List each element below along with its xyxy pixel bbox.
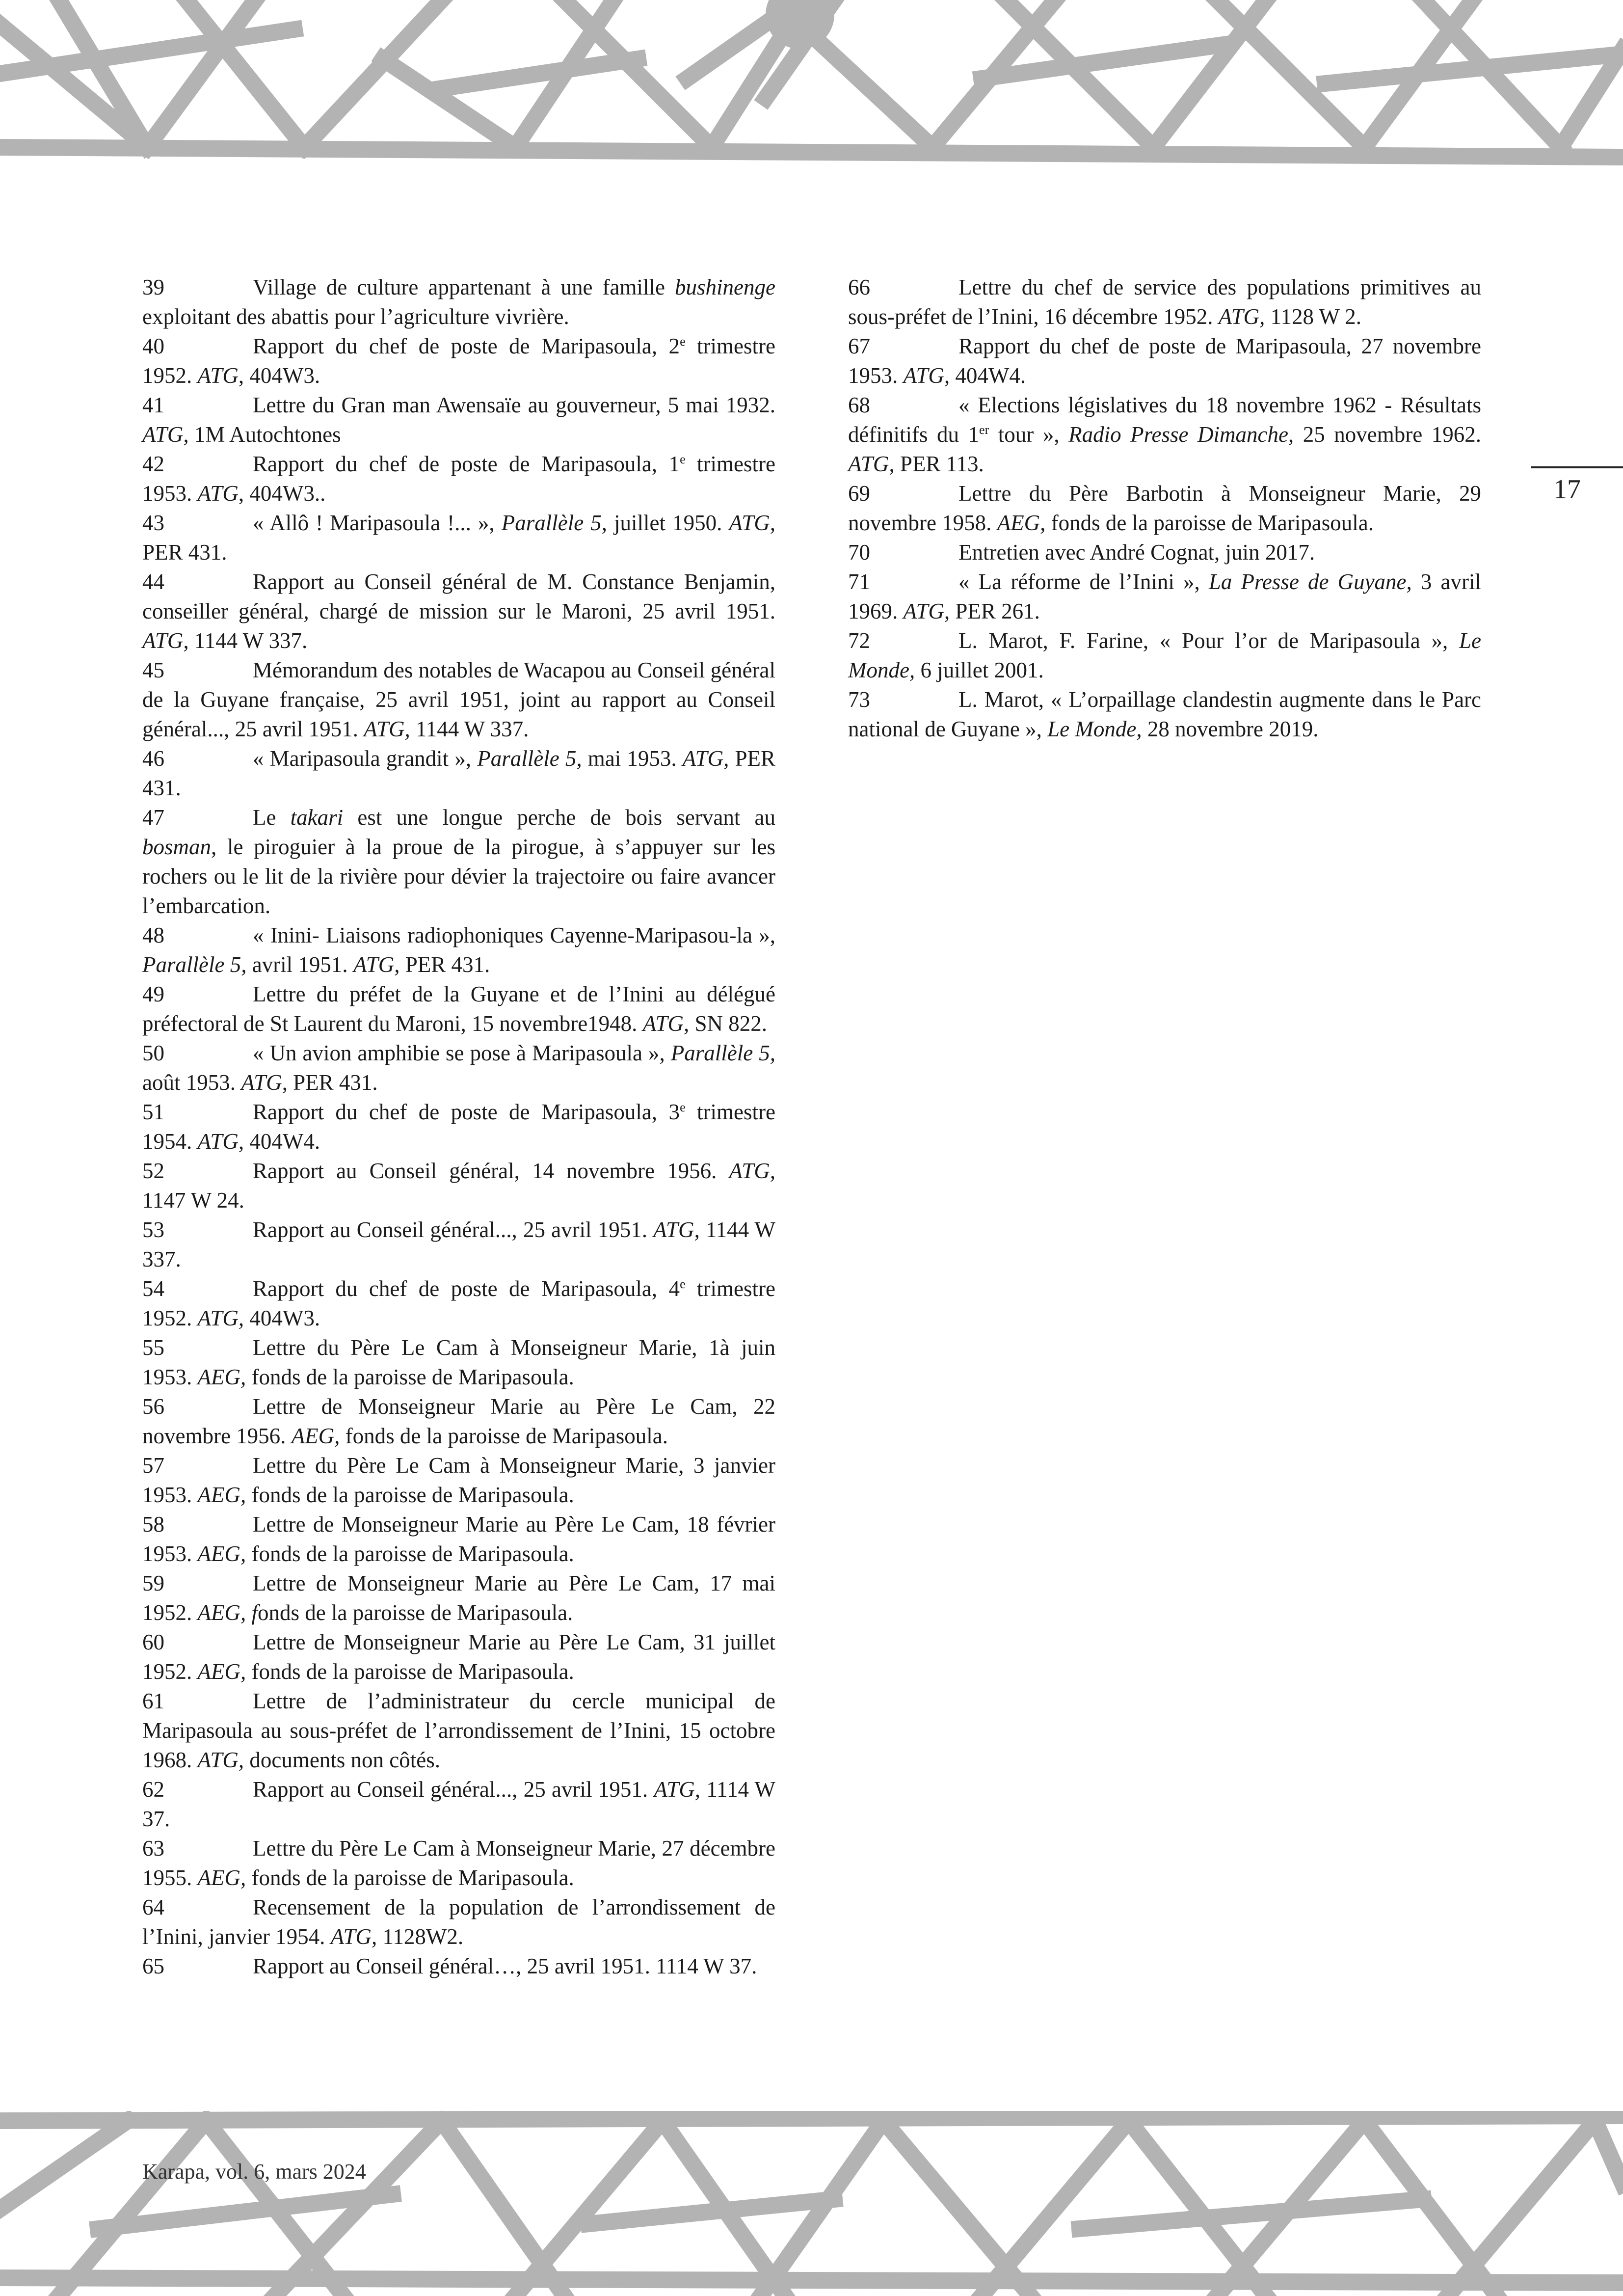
footnote-text: Rapport du chef de poste de Maripasoula, 27 novembre 1953. (848, 334, 1481, 388)
footnote-number: 49 (142, 982, 164, 1006)
footnote-text: Rapport du chef de poste de Maripasoula, 2 (253, 334, 680, 358)
footnote-41 (142, 390, 775, 449)
footnote-number: 41 (142, 393, 164, 417)
footnote-69 (848, 479, 1481, 538)
footnote-67 (848, 331, 1481, 390)
footnote-text: 6 juillet 2001. (915, 658, 1044, 682)
footnote-text: « Maripasoula grandit », (253, 746, 478, 771)
footnote-text: « Inini- Liaisons radiophoniques Cayenne-Maripasou-la », (253, 923, 775, 947)
superscript: e (680, 1277, 686, 1291)
footnote-text: onds de la paroisse de Maripasoula. (257, 1600, 573, 1625)
italic-text: AEG, (197, 1483, 246, 1507)
footnote-number: 63 (142, 1836, 164, 1861)
footnote-text: trimestre 1952. (142, 334, 775, 388)
italic-text: Le Monde, (848, 628, 1481, 682)
footnote-71 (848, 567, 1481, 626)
footnote-59 (142, 1568, 775, 1627)
footnote-44 (142, 567, 775, 655)
footnote-text: Mémorandum des notables de Wacapou au Conseil général de la Guyane française, 25 avril 1951, joint au rapport au Conseil général..., 25 avril 1951. (142, 658, 775, 741)
italic-text: ATG, (364, 717, 410, 741)
italic-text: ATG, (197, 1306, 244, 1330)
footnote-text: fonds de la paroisse de Maripasoula. (246, 1541, 574, 1566)
footnote-39 (142, 272, 775, 331)
superscript: e (680, 1100, 686, 1114)
footnote-number: 42 (142, 452, 164, 476)
footnote-number: 72 (848, 628, 870, 653)
footnote-text: 1114 W 37. (142, 1777, 776, 1831)
footnote-text: PER 113. (894, 452, 984, 476)
italic-text: ATG, (241, 1070, 288, 1095)
footnote-54 (142, 1274, 775, 1333)
italic-text: AEG, (997, 511, 1046, 535)
footnote-text: Lettre du Père Le Cam à Monseigneur Marie, 1à juin 1953. (142, 1335, 775, 1389)
footnote-66 (848, 272, 1481, 331)
footnote-number: 67 (848, 334, 870, 358)
footnote-number: 44 (142, 569, 164, 594)
footnote-text: Recensement de la population de l’arrondissement de l’Inini, janvier 1954. (142, 1895, 775, 1949)
footnote-text: , le piroguier à la proue de la pirogue, à s’appuyer sur les rochers ou le lit de la rivière pour dévier la trajectoire ou faire avancer l’embarcation. (142, 835, 775, 918)
footnote-42 (142, 449, 775, 508)
italic-text: ATG, (903, 363, 950, 388)
footnote-number: 57 (142, 1453, 164, 1478)
italic-text: Radio Presse Dimanche, (1068, 422, 1294, 447)
footnote-text: Rapport au Conseil général…, 25 avril 1951. 1114 W 37. (253, 1954, 757, 1978)
italic-text: AEG, (197, 1865, 246, 1890)
footnote-text: 1128W2. (377, 1924, 464, 1949)
footnote-text: trimestre 1952. (142, 1276, 775, 1330)
footnote-text: 1144 W 337. (410, 717, 529, 741)
footnote-text: 25 novembre 1962. (1294, 422, 1481, 447)
footnotes-column-left (142, 272, 775, 1981)
italic-text: Parallèle 5, (501, 511, 607, 535)
italic-text: AEG, (197, 1365, 246, 1389)
footnote-text: trimestre 1953. (142, 452, 775, 506)
italic-text: ATG, (197, 1129, 244, 1154)
italic-text: bushinenge (675, 275, 775, 299)
footnote-number: 48 (142, 923, 164, 947)
superscript: e (680, 452, 686, 466)
footnote-text: fonds de la paroisse de Maripasoula. (246, 1865, 574, 1890)
footnote-62 (142, 1775, 775, 1834)
woven-pattern-bottom (0, 2111, 1623, 2296)
italic-text: ATG, (642, 1011, 690, 1036)
footnote-number: 73 (848, 687, 870, 712)
italic-text: ATG, (682, 746, 729, 771)
footnote-55 (142, 1333, 775, 1392)
footnote-text: PER 431. (142, 746, 775, 800)
footnote-text: Lettre du Père Le Cam à Monseigneur Marie, 3 janvier 1953. (142, 1453, 775, 1507)
footnotes-column-right (848, 272, 1481, 744)
footnote-text: juillet 1950. (607, 511, 729, 535)
footnote-text: 1M Autochtones (188, 422, 341, 447)
italic-text: AEG, (197, 1659, 246, 1684)
italic-text: Parallèle 5, (142, 952, 247, 977)
footnote-text: « Elections législatives du 18 novembre 1962 - Résultats définitifs du 1 (848, 393, 1481, 447)
footnote-number: 62 (142, 1777, 164, 1802)
footnote-63 (142, 1834, 775, 1892)
footnote-text: PER 431. (399, 952, 490, 977)
page-number: 17 (1553, 474, 1581, 505)
footnote-text: Lettre de Monseigneur Marie au Père Le Cam, 17 mai 1952. (142, 1571, 775, 1625)
footnote-52 (142, 1156, 775, 1215)
footnote-text: « La réforme de l’Inini », (958, 569, 1209, 594)
footnote-60 (142, 1627, 775, 1686)
footnote-number: 71 (848, 569, 870, 594)
footnote-number: 47 (142, 805, 164, 830)
footnote-text: 28 novembre 2019. (1142, 717, 1319, 741)
italic-text: ATG, (653, 1217, 700, 1242)
footnote-text: fonds de la paroisse de Maripasoula. (340, 1424, 668, 1448)
footnote-text: exploitant des abattis pour l’agriculture vivrière. (142, 304, 569, 329)
footnote-text: tour », (989, 422, 1069, 447)
footnote-65 (142, 1951, 775, 1981)
italic-text: ATG, (1218, 304, 1265, 329)
top-ornament-band (0, 0, 1623, 177)
footnote-number: 50 (142, 1041, 164, 1065)
footnote-number: 60 (142, 1630, 164, 1654)
footnote-text: 404W4. (244, 1129, 320, 1154)
footnote-61 (142, 1686, 775, 1775)
footnote-number: 43 (142, 511, 164, 535)
footnote-number: 39 (142, 275, 164, 299)
footnote-number: 58 (142, 1512, 164, 1537)
footnote-text: 404W4. (950, 363, 1026, 388)
footnote-text: PER 431. (142, 540, 227, 565)
italic-text: ATG, (903, 599, 950, 623)
italic-text: ATG (197, 363, 239, 388)
footnote-48 (142, 920, 775, 979)
footnote-47 (142, 803, 775, 920)
footnote-text: Rapport au Conseil général, 14 novembre 1956. (253, 1159, 729, 1183)
footnote-70 (848, 538, 1481, 567)
footnote-text: Le (253, 805, 291, 830)
footnote-number: 46 (142, 746, 164, 771)
footnote-number: 51 (142, 1100, 164, 1124)
footnote-46 (142, 744, 775, 803)
footnote-68 (848, 390, 1481, 479)
footnote-text: est une longue perche de bois servant au (343, 805, 776, 830)
footnote-text: documents non côtés. (244, 1748, 441, 1772)
footnote-number: 40 (142, 334, 164, 358)
footnote-text: Rapport du chef de poste de Maripasoula, 4 (253, 1276, 680, 1301)
footnote-number: 56 (142, 1394, 164, 1419)
footnote-text: Lettre du Gran man Awensaïe au gouverneur, 5 mai 1932. (253, 393, 775, 417)
footnote-text: 404W3. (244, 1306, 320, 1330)
footnote-number: 64 (142, 1895, 164, 1919)
footnote-64 (142, 1892, 775, 1951)
footnote-text: mai 1953. (582, 746, 683, 771)
footnote-text: 1147 W 24. (142, 1188, 244, 1213)
footnote-56 (142, 1392, 775, 1451)
footnote-text: « Un avion amphibie se pose à Maripasoula », (253, 1041, 671, 1065)
footnote-text: L. Marot, « L’orpaillage clandestin augmente dans le Parc national de Guyane », (848, 687, 1481, 741)
footnote-58 (142, 1510, 775, 1568)
footnote-73 (848, 685, 1481, 744)
footnote-text: 1144 W 337. (142, 1217, 775, 1271)
footnote-text: Lettre du Père Barbotin à Monseigneur Marie, 29 novembre 1958. (848, 481, 1481, 535)
italic-text: ATG, (729, 1159, 775, 1183)
footnote-72 (848, 626, 1481, 685)
footnote-50 (142, 1038, 775, 1097)
footnote-text: , 404W3. (238, 363, 320, 388)
footnote-number: 54 (142, 1276, 164, 1301)
footnote-number: 52 (142, 1159, 164, 1183)
footnote-text: Lettre de l’administrateur du cercle municipal de Maripasoula au sous-préfet de l’arrondissement de l’Inini, 15 octobre 1968. (142, 1689, 775, 1772)
footnote-text: avril 1951. (246, 952, 353, 977)
page-number-rule (1531, 466, 1623, 468)
footnote-text: PER 261. (950, 599, 1040, 623)
footnote-51 (142, 1097, 775, 1156)
footnote-number: 61 (142, 1689, 164, 1713)
footnote-text: PER 431. (287, 1070, 378, 1095)
footnote-text: Lettre du Père Le Cam à Monseigneur Marie, 27 décembre 1955. (142, 1836, 775, 1890)
footnote-text: Village de culture appartenant à une famille (253, 275, 675, 299)
superscript: er (979, 423, 989, 437)
woven-pattern-top (0, 0, 1623, 177)
footnote-number: 55 (142, 1335, 164, 1360)
italic-text: ATG, (848, 452, 895, 476)
footnote-40 (142, 331, 775, 390)
footnote-text: , 404W3.. (238, 481, 326, 506)
italic-text: takari (290, 805, 344, 830)
footnote-number: 53 (142, 1217, 164, 1242)
footnote-43 (142, 508, 775, 567)
footnote-text: Rapport du chef de poste de Maripasoula, 1 (253, 452, 680, 476)
italic-text: AEG, (291, 1424, 340, 1448)
italic-text: AEG, f (197, 1600, 258, 1625)
footnote-text: 3 avril 1969. (848, 569, 1482, 623)
italic-text: bosman (142, 835, 212, 859)
footnote-49 (142, 979, 775, 1038)
footnote-text: Lettre de Monseigneur Marie au Père Le Cam, 31 juillet 1952. (142, 1630, 775, 1684)
footnote-text: Lettre du préfet de la Guyane et de l’Inini au délégué préfectoral de St Laurent du Maroni, 15 novembre1948. (142, 982, 775, 1036)
footnote-text: fonds de la paroisse de Maripasoula. (246, 1483, 574, 1507)
italic-text: Le Monde, (1047, 717, 1142, 741)
italic-text: ATG, (330, 1924, 377, 1949)
footnote-text: L. Marot, F. Farine, « Pour l’or de Maripasoula », (958, 628, 1459, 653)
italic-text: Parallèle 5, (477, 746, 582, 771)
footnote-text: SN 822. (689, 1011, 768, 1036)
superscript: e (680, 334, 686, 349)
italic-text: ATG, (654, 1777, 701, 1802)
footnote-53 (142, 1215, 775, 1274)
footnote-text: août 1953. (142, 1070, 241, 1095)
footnote-number: 59 (142, 1571, 164, 1595)
italic-text: La Presse de Guyane, (1208, 569, 1412, 594)
italic-text: ATG, (142, 422, 189, 447)
italic-text: ATG, (142, 628, 189, 653)
footnote-text: Lettre de Monseigneur Marie au Père Le Cam, 18 février 1953. (142, 1512, 775, 1566)
italic-text: AEG, (197, 1541, 246, 1566)
italic-text: ATG, (197, 1748, 244, 1772)
footnote-number: 65 (142, 1954, 164, 1978)
footnote-57 (142, 1451, 775, 1510)
italic-text: ATG (197, 481, 239, 506)
footnote-text: Lettre de Monseigneur Marie au Père Le Cam, 22 novembre 1956. (142, 1394, 775, 1448)
italic-text: ATG, (729, 511, 775, 535)
footnote-number: 69 (848, 481, 870, 506)
footnote-45 (142, 655, 775, 744)
footnote-text: Lettre du chef de service des populations primitives au sous-préfet de l’Inini, 16 décembre 1952. (848, 275, 1481, 329)
footnote-text: fonds de la paroisse de Maripasoula. (1045, 511, 1374, 535)
footnote-text: fonds de la paroisse de Maripasoula. (246, 1365, 574, 1389)
footnote-text: fonds de la paroisse de Maripasoula. (246, 1659, 574, 1684)
footnote-text: « Allô ! Maripasoula !... », (253, 511, 502, 535)
footnote-number: 68 (848, 393, 870, 417)
footnote-text: Rapport au Conseil général de M. Constance Benjamin, conseiller général, chargé de mission sur le Maroni, 25 avril 1951. (142, 569, 775, 623)
footnote-text: Rapport au Conseil général..., 25 avril 1951. (253, 1217, 654, 1242)
footnote-text: 1128 W 2. (1265, 304, 1362, 329)
footnote-text: Entretien avec André Cognat, juin 2017. (958, 540, 1315, 565)
footnote-number: 45 (142, 658, 164, 682)
journal-footer: Karapa, vol. 6, mars 2024 (142, 2160, 366, 2184)
footnote-text: Rapport au Conseil général..., 25 avril 1951. (253, 1777, 654, 1802)
footnote-text: Rapport du chef de poste de Maripasoula, 3 (253, 1100, 680, 1124)
footnote-text: trimestre 1954. (142, 1100, 775, 1154)
bottom-ornament-band (0, 2111, 1623, 2296)
footnote-number: 66 (848, 275, 870, 299)
italic-text: ATG, (353, 952, 400, 977)
footnote-text: 1144 W 337. (188, 628, 308, 653)
footnote-number: 70 (848, 540, 870, 565)
italic-text: Parallèle 5, (670, 1041, 775, 1065)
